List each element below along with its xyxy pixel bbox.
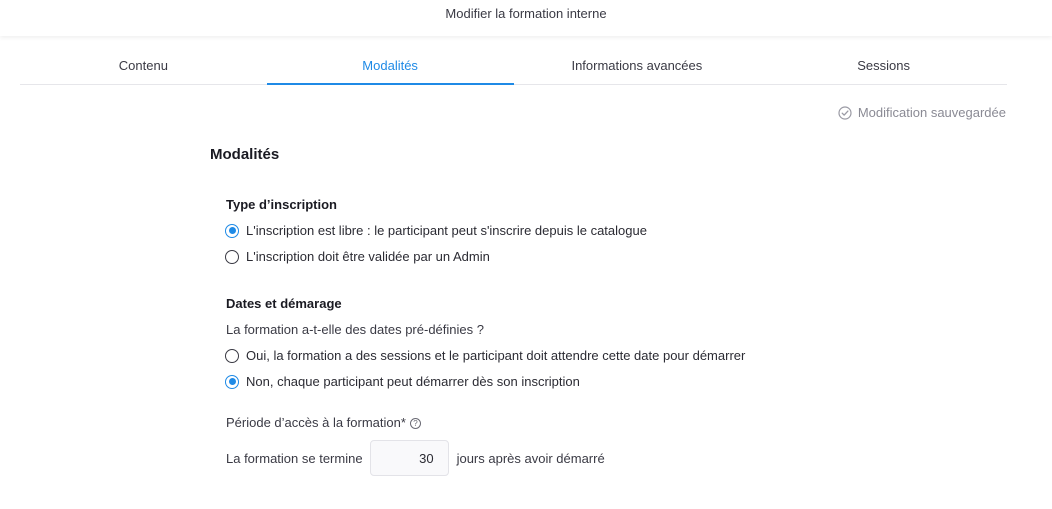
inscription-type-title: Type d’inscription <box>226 197 337 212</box>
radio-label: Oui, la formation a des sessions et le participant doit attendre cette date pour démarrer <box>246 348 746 363</box>
radio-dates-oui[interactable] <box>225 348 745 363</box>
radio-label: Non, chaque participant peut démarrer dès son inscription <box>246 374 580 389</box>
access-period-label <box>226 415 421 430</box>
radio-button[interactable] <box>225 375 239 389</box>
days-input[interactable] <box>370 440 449 476</box>
radio-label: L'inscription est libre : le participant peut s'inscrire depuis le catalogue <box>246 223 647 238</box>
radio-inscription-validee[interactable] <box>225 249 490 264</box>
page-title: Modifier la formation interne <box>445 6 607 21</box>
save-status-label: Modification sauvegardée <box>857 105 1006 120</box>
access-period-text: Période d’accès à la formation* <box>226 415 406 430</box>
question-circle-icon[interactable]: ? <box>410 418 421 429</box>
top-bar <box>0 0 1052 36</box>
tab-contenu[interactable]: Contenu <box>118 58 168 73</box>
duration-prefix: La formation se termine <box>226 450 363 466</box>
duration-row <box>226 440 605 476</box>
section-title: Modalités <box>210 146 280 163</box>
radio-button[interactable] <box>225 224 239 238</box>
radio-label: L'inscription doit être validée par un Admin <box>246 249 490 264</box>
tab-sessions[interactable]: Sessions <box>857 58 910 73</box>
tab-bar <box>20 48 1007 85</box>
dates-question: La formation a-t-elle des dates pré-définies ? <box>226 322 484 337</box>
radio-inscription-libre[interactable] <box>225 223 647 238</box>
radio-button[interactable] <box>225 349 239 363</box>
duration-suffix: jours après avoir démarré <box>456 450 605 466</box>
radio-button[interactable] <box>225 250 239 264</box>
save-status <box>838 105 1006 120</box>
tab-informations-avancees[interactable]: Informations avancées <box>571 58 703 73</box>
radio-dates-non[interactable] <box>225 374 580 389</box>
check-circle-icon <box>838 106 852 120</box>
dates-title: Dates et démarage <box>226 296 342 311</box>
tab-modalites[interactable]: Modalités <box>267 48 514 84</box>
